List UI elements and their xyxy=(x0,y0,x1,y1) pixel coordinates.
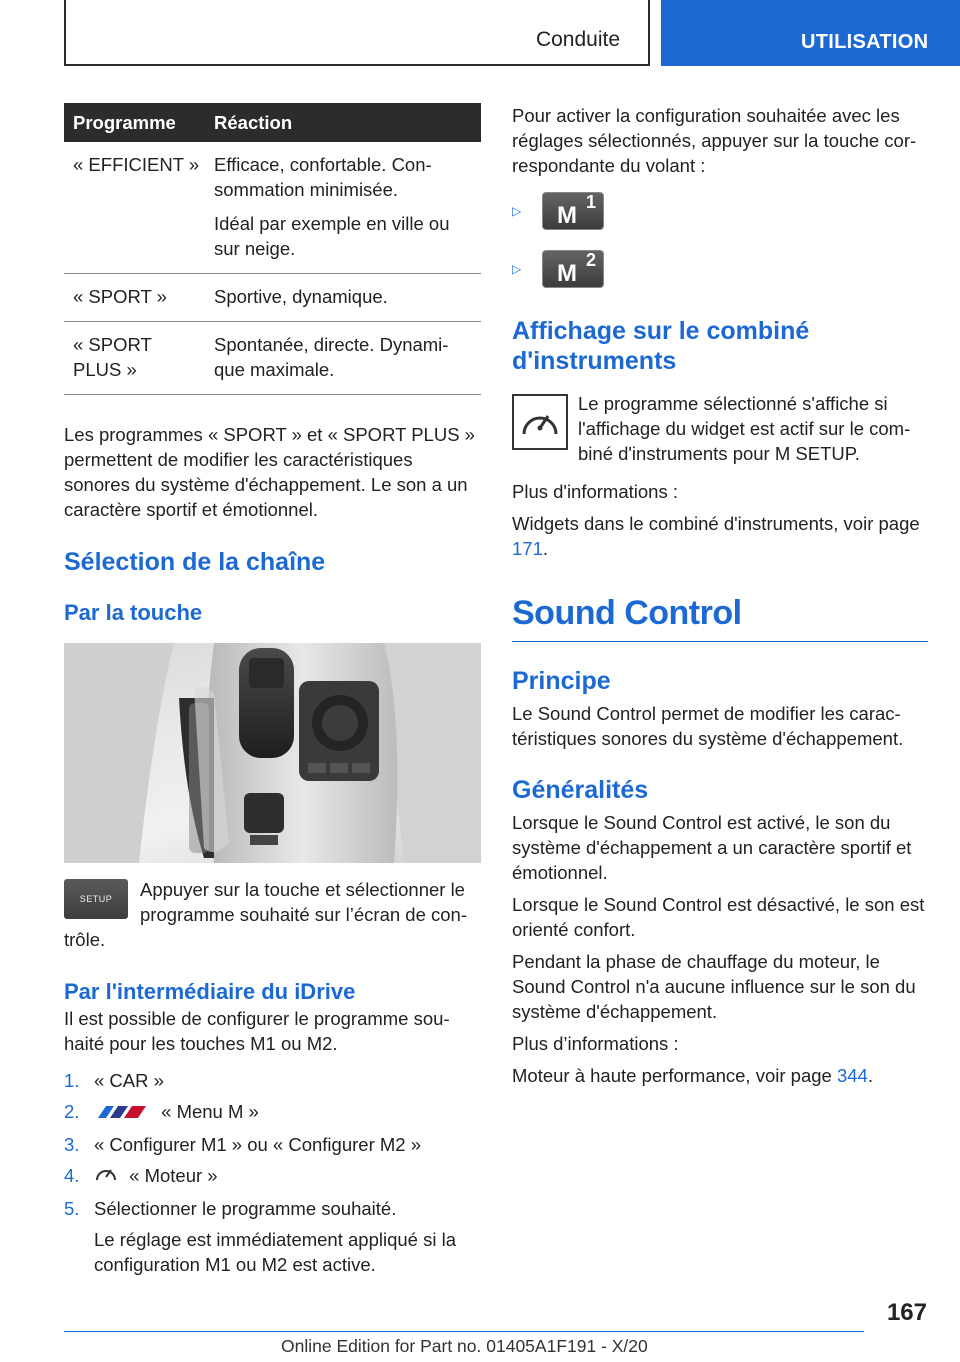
reaction-text: Efficace, confortable. Consommation minimisée. xyxy=(214,154,432,200)
moteur-reference-text: Moteur à haute performance, voir page xyxy=(512,1065,837,1086)
moteur-page-link[interactable]: 344 xyxy=(836,1065,868,1086)
header-chapter-label: UTILISATION xyxy=(801,31,929,53)
affichage-block xyxy=(512,391,928,471)
widgets-reference: Widgets dans le combiné d'instruments, voir page 171. xyxy=(512,513,920,559)
table-header-program: Programme xyxy=(64,103,214,142)
setup-button-icon: SETUP xyxy=(64,879,128,919)
list-item xyxy=(64,1068,481,1093)
step-text: « CAR » xyxy=(94,1070,164,1091)
m-stripes-icon xyxy=(94,1101,150,1126)
table-header-row xyxy=(64,103,481,142)
heading-affichage: Affichage sur le combiné d'instruments xyxy=(512,317,810,375)
heading-principe: Principe xyxy=(512,667,611,695)
heading-rule xyxy=(512,641,928,642)
list-item xyxy=(64,1196,481,1277)
heading-par-la-touche: Par la touche xyxy=(64,600,203,625)
steps-list xyxy=(64,1068,481,1277)
svg-text:M: M xyxy=(557,260,577,287)
heading-sound-control: Sound Control xyxy=(512,594,742,632)
m1-button-number: 1 xyxy=(586,192,597,212)
generalites-text-2: Lorsque le Sound Control est désactivé, le son est orienté confort. xyxy=(512,894,925,940)
triangle-bullet-icon: ▷ xyxy=(512,204,522,218)
table-cell-program: « SPORT » xyxy=(64,274,214,322)
table-row xyxy=(64,322,481,395)
step-number: 1. xyxy=(64,1070,80,1091)
step-text: « Menu M » xyxy=(161,1101,259,1122)
sport-intro-paragraph: Les programmes « SPORT » et « SPORT PLUS » permettent de modifier les caractéristiques sonores du système d'échappement. Le son a un caractère sportif et émotionnel. xyxy=(64,424,475,520)
step-text: Sélectionner le programme souhaité. xyxy=(94,1197,397,1219)
table-row xyxy=(64,142,481,274)
step-number: 5. xyxy=(64,1197,80,1219)
table-cell-reaction: Spontanée, directe. Dynamique maximale. xyxy=(214,322,481,395)
svg-text:M: M xyxy=(557,202,577,229)
table-row xyxy=(64,274,481,322)
setup-instruction xyxy=(64,877,481,952)
step-number: 3. xyxy=(64,1133,80,1155)
list-item xyxy=(512,192,928,230)
m1-button-icon xyxy=(542,192,604,230)
footer-rule xyxy=(64,1331,864,1332)
triangle-bullet-icon: ▷ xyxy=(512,262,522,276)
gauge-icon xyxy=(94,1164,118,1190)
header-frame xyxy=(64,0,650,66)
step-number: 2. xyxy=(64,1101,80,1122)
footer-edition: Online Edition for Part no. 01405A1F191 - X/20 xyxy=(281,1336,648,1356)
right-column xyxy=(512,103,928,1088)
center-console-illustration xyxy=(64,643,481,863)
m2-button-number: 2 xyxy=(586,250,597,270)
center-console-photo xyxy=(64,643,481,863)
table-cell-reaction xyxy=(214,142,481,274)
step-subtext: Le réglage est immédiatement appliqué si la configuration M1 ou M2 est active. xyxy=(94,1228,456,1275)
table-cell-reaction: Sportive, dynamique. xyxy=(214,274,481,322)
heading-par-idrive: Par l'intermédiaire du iDrive xyxy=(64,979,356,1004)
left-column xyxy=(64,103,481,1283)
principe-text: Le Sound Control permet de modifier les caractéristiques sonores du système d'échappement. xyxy=(512,703,904,749)
steering-wheel-intro: Pour activer la configuration souhaitée avec les réglages sélectionnés, appuyer sur la touche correspondante du volant : xyxy=(512,105,917,176)
step-text: « Moteur » xyxy=(129,1164,218,1186)
more-info-label: Plus d'informations : xyxy=(512,481,678,502)
setup-instruction-text: Appuyer sur la touche et sélectionner le programme souhaité sur l’écran de contrôle. xyxy=(64,879,468,950)
reaction-text-secondary: Idéal par exemple en ville ou sur neige. xyxy=(214,213,450,259)
header-chapter-tab[interactable] xyxy=(661,0,960,66)
widgets-page-link[interactable]: 171 xyxy=(512,538,543,559)
step-number: 4. xyxy=(64,1164,80,1186)
generalites-text-3: Pendant la phase de chauffage du moteur, le Sound Control n'a aucune influence sur le son du système d'échappement. xyxy=(512,951,916,1022)
list-item xyxy=(64,1132,481,1157)
list-item xyxy=(512,250,928,288)
gauge-display-icon xyxy=(512,394,568,450)
widgets-reference-text: Widgets dans le combiné d'instruments, voir page xyxy=(512,513,920,534)
program-table xyxy=(64,103,481,395)
moteur-reference: Moteur à haute performance, voir page 344. xyxy=(512,1065,873,1086)
idrive-text: Il est possible de configurer le programme souhaité pour les touches M1 ou M2. xyxy=(64,1008,450,1054)
list-item xyxy=(64,1099,481,1126)
heading-selection: Sélection de la chaîne xyxy=(64,548,326,576)
step-text: « Configurer M1 » ou « Configurer M2 » xyxy=(94,1133,422,1155)
table-cell-program: « EFFICIENT » xyxy=(64,142,214,274)
page-number: 167 xyxy=(886,1299,927,1326)
list-item xyxy=(64,1163,481,1190)
generalites-text-1: Lorsque le Sound Control est activé, le son du système d'échappement a un caractère sportif et émotionnel. xyxy=(512,812,912,883)
heading-generalites: Généralités xyxy=(512,776,649,804)
table-cell-program: « SPORT PLUS » xyxy=(64,322,214,395)
table-header-reaction: Réaction xyxy=(214,103,481,142)
more-info-label-2: Plus d’informations : xyxy=(512,1033,679,1054)
page-header xyxy=(64,0,960,66)
m2-button-icon xyxy=(542,250,604,288)
header-section-title: Conduite xyxy=(535,28,620,51)
affichage-text: Le programme sélectionné s'affiche si l'affichage du widget est actif sur le combiné d'instruments pour M SETUP. xyxy=(578,393,911,464)
